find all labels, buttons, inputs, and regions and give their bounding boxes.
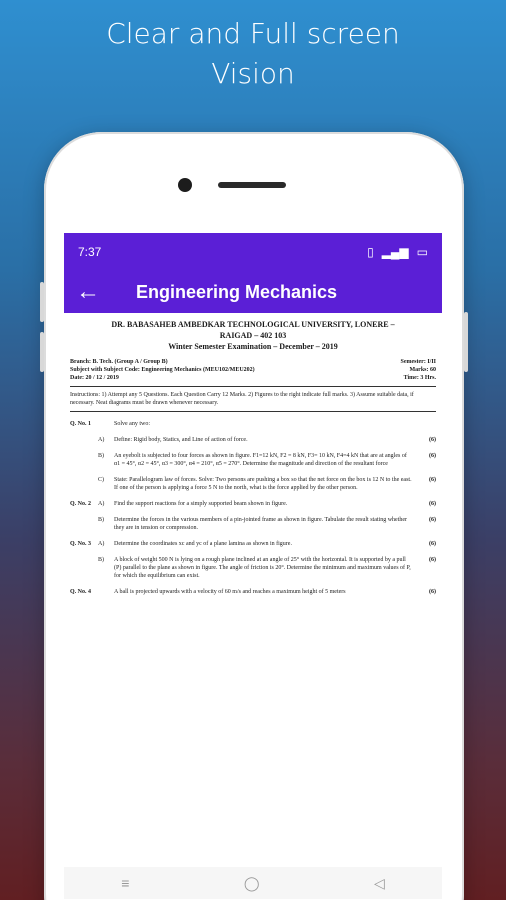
question-text: An eyebolt is subjected to four forces as shown in figure. F1=12 kN, F2 = 8 kN, F3= 10 kN, F4=4 kN that are at angles of α1 = 45°, α2 = 45°, α3 = 300°, α4 = 210°, α5 = 270°. Determine the magnitude and direction of the resultant force [114,453,407,467]
meta-row [70,374,436,382]
question-number [70,556,98,580]
question-number [70,452,98,468]
back-arrow-icon[interactable]: ← [76,278,100,305]
instructions: Instructions: 1) Attempt any 5 Questions. Each Question Carry 12 Marks. 2) Figures to the right indicate full marks. 3) Assume suitable data, if necessary. Neat diagrams must be drawn whenever necessary. [70,392,414,406]
question-marks: (6) [429,453,436,459]
question-text: Solve any two: [114,421,150,427]
volume-button [40,332,44,372]
marks: Marks: 60 [409,367,436,373]
back-nav-icon[interactable]: ◁ [373,874,385,891]
app-bar [64,271,442,313]
front-camera [178,178,192,192]
question-part: B) [98,557,104,563]
question-part: B) [98,453,104,459]
branch: Branch: B. Tech. (Group A / Group B) [70,359,168,365]
status-bar [64,233,442,271]
question-part: C) [98,477,104,483]
nav-bar [64,867,442,899]
question-part: A) [98,541,105,547]
question-text: Define: Rigid body, Statics, and Line of action of force. [114,437,248,443]
promo-banner [0,14,506,94]
question-row [70,452,436,468]
question-text: A ball is projected upwards with a velocity of 60 m/s and reaches a maximum height of 5 meters [114,589,346,595]
signal-icon: ▂▄▆ [381,245,409,259]
question-marks: (6) [429,437,436,443]
question-part: B) [98,517,104,523]
recent-apps-icon[interactable]: ≡ [121,875,130,891]
question-list [70,420,436,596]
question-marks: (6) [429,501,436,507]
question-marks: (6) [429,541,436,547]
promo-line-2: Vision [211,57,295,90]
power-button [464,312,468,372]
question-part [98,588,114,596]
question-row [70,588,436,596]
promo-line-1: Clear and Full screen [106,17,400,50]
exam-document[interactable] [64,313,442,899]
question-part [98,420,114,428]
time: Time: 3 Hrs. [403,375,436,381]
question-text: A block of weight 500 N is lying on a rough plane inclined at an angle of 25° with the horizontal. It is supported by a pull (P) parallel to the plane as shown in figure. The angle of friction is 20°. Determine the minimum and maximum values of P, for which the equilibrium can exist. [114,557,411,579]
question-number [70,476,98,492]
question-row [70,476,436,492]
page-title: Engineering Mechanics [136,281,338,302]
question-number: Q. No. 2 [70,501,91,507]
question-number [70,516,98,532]
divider [70,411,436,412]
date: Date: 20 / 12 / 2019 [70,375,119,381]
exam-name: Winter Semester Examination – December – 2019 [168,342,338,351]
question-row [70,436,436,444]
document-header [70,319,436,352]
status-time: 7:37 [78,245,102,259]
question-number: Q. No. 3 [70,541,91,547]
question-row [70,420,436,428]
question-marks: (6) [429,477,436,483]
vibrate-icon: ▯ [367,245,374,259]
question-number [70,436,98,444]
question-marks: (6) [429,557,436,563]
question-row [70,500,436,508]
university-place: RAIGAD – 402 103 [219,331,287,340]
semester: Semester: I/II [400,359,436,365]
question-row [70,540,436,548]
question-marks [420,420,436,428]
question-row [70,516,436,532]
subject: Subject with Subject Code: Engineering Mechanics (MEU102/MEU202) [70,367,255,373]
question-text: State: Parallelogram law of forces. Solve: Two persons are pushing a box so that the net force on the box is 12 N to the east. If one of the person is applying a force 5 N to the north, what is the force applied by the other person. [114,477,412,491]
question-marks: (6) [429,589,436,595]
question-text: Find the support reactions for a simply supported beam shown in figure. [114,501,288,507]
university-name: DR. BABASAHEB AMBEDKAR TECHNOLOGICAL UNIVERSITY, LONERE – [111,320,395,329]
question-part: A) [98,437,105,443]
question-number: Q. No. 4 [70,589,91,595]
earpiece-speaker [218,182,286,188]
question-part: A) [98,501,105,507]
phone-screen [64,233,442,899]
meta-row [70,366,436,374]
volume-button [40,282,44,322]
divider [70,386,436,387]
phone-frame [44,132,464,900]
question-text: Determine the coordinates xc and yc of a plane lamina as shown in figure. [114,541,292,547]
question-text: Determine the forces in the various members of a pin-jointed frame as shown in figure. Tabulate the result stating whether they are in tension or compression. [114,517,408,531]
meta-row [70,358,436,366]
question-row [70,556,436,580]
question-marks: (6) [429,517,436,523]
home-icon[interactable]: ◯ [243,874,260,891]
question-number: Q. No. 1 [70,421,91,427]
battery-icon: ▭ [416,245,428,259]
